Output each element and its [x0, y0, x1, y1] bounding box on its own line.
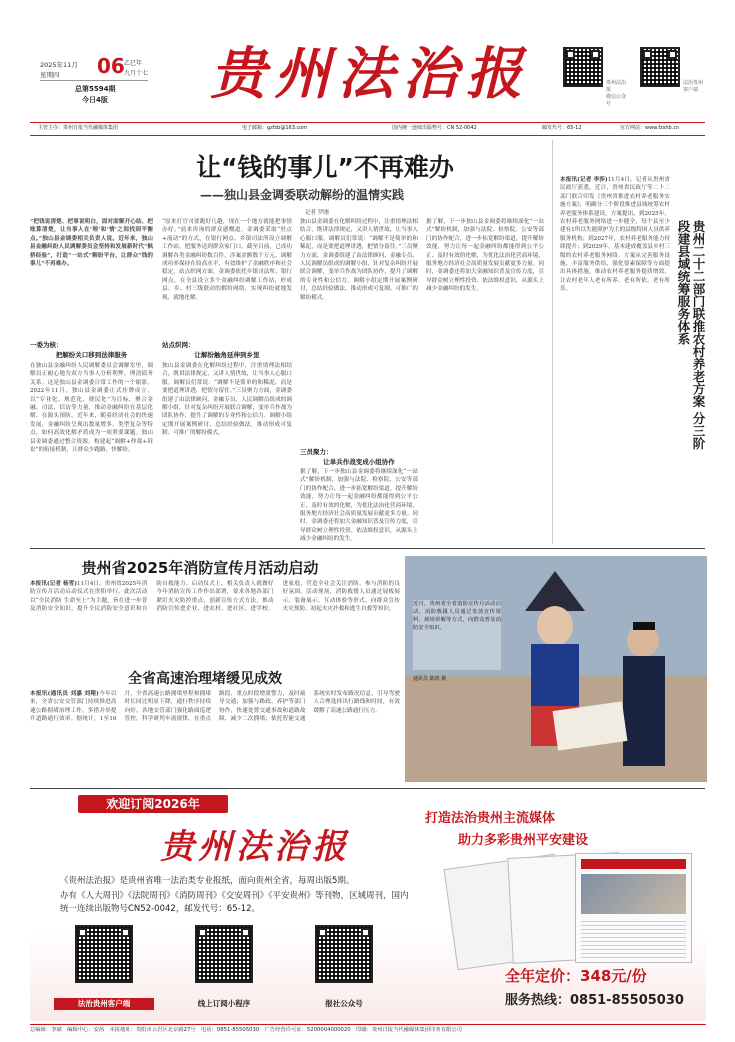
highway-headline: 全省高速治理堵缓见成效 — [128, 671, 282, 687]
masthead-qr-wechat-caption: 贵州法治报 微信公众号 — [606, 80, 627, 107]
masthead-title: 贵州法治报 — [210, 41, 530, 107]
ad-slogan-2: 助力多彩贵州平安建设 — [458, 833, 589, 848]
section-rule-1 — [30, 548, 705, 549]
lead-subhead: ——独山县金调委联动解纷的温情实践 — [200, 188, 405, 202]
masthead-qr-app-caption: 法治贵州 客户端 — [683, 80, 704, 93]
ad-qr-miniprogram — [195, 925, 253, 983]
lead-column-2b: 独山县金调委在化解纠纷过程中，注重情理法相结合，既讲法律规定，又讲人情世故，让当事人心服口服。调解员们常说：“调解不是简单的和稀泥，而是要把道理讲透，把情分留住。”三员聚力方面，金调委组建了由法律顾问、金融专员、人民调解员组成的调解小组，针对复杂纠纷开展联合调解，变单兵作战为团队协作，提升了调解的专业性和公信力。调解小组定期开展案例研讨，总结经验做法，推动形成可复制、可推广的解纷模式。 — [162, 363, 292, 437]
ad-qr-wechat — [315, 925, 373, 983]
lead-section2-title: 站点织网： — [162, 341, 195, 349]
footer — [30, 1024, 706, 1037]
lead-section3-sub: 让单兵作战变成小组协作 — [323, 458, 395, 466]
masthead-qr-wechat — [563, 47, 603, 87]
ad-qr-wechat-label: 报社公众号 — [325, 999, 363, 1008]
ad-newspaper-front-photo — [581, 874, 686, 914]
fire-byline: 本报讯(记者 杨雪) — [30, 581, 77, 587]
masthead-issue-day: 06 — [97, 54, 125, 78]
ad-newspaper-front-lines — [581, 918, 686, 958]
lead-column-3b: 据了解，下一步独山县金调委将继续深化“一站式”解纷机制，加强与法院、检察院、公安等部门的协作配合，进一步拓宽解纷渠道，提升解纷效能，努力让每一起金融纠纷都能得到公平公正、及时有效的化解，为优化法治化营商环境、服务地方经济社会高质量发展贡献更多力量。同时，金调委还将加大金融知识普及宣传力度，引导群众树立理性投资、依法维权意识，从源头上减少金融纠纷的发生。 — [300, 469, 418, 543]
fire-body-text: 11月4日，贵州省2025年消防宣传月活动启动仪式在贵阳举行。此次活动以“全民消防 生命至上”为主题，旨在进一步普及消防安全知识，提升全民消防安全意识和自防自救能力。启动仪式上，相关负责人就做好今年消防宣传工作作出部署，要求各地各部门紧盯火灾防控重点，创新宣传方式方法，推动消防宣传进企业、进农村、进社区、进学校、进家庭，营造全社会关注消防、参与消防的良好氛围。活动现场，消防救援人员通过展板展示、装备展示、互动体验等形式，向群众宣传火灾预防、初起火灾扑救和逃生自救等知识。 — [30, 581, 400, 613]
side-body — [560, 176, 670, 544]
lead-column-2: “原来打官司要跑好几趟，现在一个地方就能把事情办好。”前来咨询的群众感慨道。金调委采取“驻点+流动”的方式，在银行网点、乡镇司法所设立调解工作站，把服务送到群众家门口。截至目前，已成功调解各类金融纠纷数百件，涉案金额数千万元，调解成功率保持在较高水平，有效维护了金融秩序和社会稳定。站点织网方面，金调委依托乡镇司法所、银行网点，在全县设立多个金融纠纷调解工作站，形成县、乡、村三级联动的解纷网络，实现纠纷就地发现、就地化解。 — [162, 219, 292, 301]
masthead-divider — [40, 80, 148, 81]
info-web: 官方网站：www.fzshb.cn — [620, 125, 680, 131]
lead-section1-sub: 把解纷关口移到法律服务 — [55, 351, 128, 359]
ad-newspaper-stack — [430, 853, 700, 963]
lead-column-1: 在独山县金融纠纷人民调解委员会调解室里，调解员正耐心地为双方当事人分析利弊、理清债务关系。这是独山县金调委日常工作的一个缩影。2022年11月，独山县金调委正式挂牌成立，以“专业化、规范化、便民化”为目标，聚合金融、司法、信访等力量，推动金融纠纷在基层化解、在源头预防。近年来，随着经济社会的快速发展，金融纠纷呈现出数量增多、类型复杂等特点，如何高效化解矛盾成为一项重要课题。独山县金调委通过整合资源，构建起“调解+仲裁+诉讼”的衔接机制，让群众少跑路、快解纷。 — [30, 363, 153, 454]
fire-photo — [405, 556, 707, 782]
info-sponsor: 主管主办：贵州日报当代融媒体集团 — [38, 125, 119, 131]
fire-body — [30, 580, 400, 662]
lead-column-3: 独山县金调委在化解纠纷过程中，注重情理法相结合，既讲法律规定，又讲人情世故，让当事人心服口服。调解员们常说：“调解不是简单的和稀泥，而是要把道理讲透，把情分留住。”三员聚力方面，金调委组建了由法律顾问、金融专员、人民调解员组成的调解小组，针对复杂纠纷开展联合调解，变单兵作战为团队协作，提升了调解的专业性和公信力。调解小组定期开展案例研讨，总结经验做法，推动形成可复制、可推广的解纷模式。 — [300, 219, 418, 301]
ad-qr-miniprogram-label: 线上订阅小程序 — [197, 999, 251, 1008]
lead-byline: 记者 罗刚 — [305, 210, 329, 216]
lead-headline: 让“钱的事儿”不再难办 — [196, 153, 454, 182]
side-byline: 本报讯(记者 李莎) — [560, 177, 608, 183]
side-headline: 贵州二十二部门联推农村养老方案 分三阶段建县域统筹服务体系 — [676, 220, 706, 450]
highway-body — [30, 690, 400, 782]
ad-banner — [78, 795, 228, 813]
info-cn: 国内统一连续出版物号：CN 52-0042 — [392, 125, 477, 131]
ad-description-2: 办有《人大周刊》《法院周刊》《消防周刊》《交安周刊》《平安贵州》等刊物，区域周刊，国内统一连续出版物号CN52-0042，邮发代号：65-12。 — [60, 891, 409, 914]
masthead-lunar-year: 乙巳年 — [124, 60, 143, 67]
ad-title: 贵州法治报 — [160, 827, 350, 867]
masthead-total-issue: 总第5594期 — [75, 85, 116, 93]
ad-hotline: 服务热线：0851-85505030 — [505, 993, 684, 1008]
side-divider — [552, 140, 553, 544]
lead-section3-title: 三员聚力： — [300, 448, 333, 456]
lead-section2-sub: 让解纷触角延伸到乡里 — [194, 351, 260, 359]
highway-body-text: 今年以来，全省公安交管部门持续推进高速公路拥堵治理工作，多措并举提升道路通行效率。据统计，1至10月，全省高速公路拥堵里程和拥堵时长同比明显下降，通行秩序持续向好。各地交管部门强化路面巡逻管控，科学研判车流规律，在重点路段、重点时段增派警力，及时疏导交通；加强与路政、养护等部门协作，快速处置交通事故和道路故障，减少二次拥堵；依托智能交通系统实时发布路况信息，引导驾驶人合理选择出行路线和时间，有效缓解了高速公路通行压力。 — [30, 691, 400, 723]
section-rule-2 — [30, 788, 705, 789]
highway-byline: 本报讯(通讯员 刘嘉 刘翔) — [30, 691, 99, 697]
lead-intro: “把钱说清楚、把事说明白，面对面解开心结、把账算清楚，让当事人在‘理’和‘情’之间找到平衡点。”独山县金调委相关负责人说。近年来，独山县金融纠纷人民调解委员会坚持和发展新时代“枫桥经验”，打造“一站式”解纷平台，让群众“钱的事儿”不再难办。 — [30, 219, 153, 268]
ad-qr-app-label: 法治贵州客户端 — [54, 998, 154, 1010]
lead-section1-title: 一委为核： — [30, 341, 63, 349]
fire-photo-credit: 通讯员 陈倩 摄 — [413, 676, 447, 682]
masthead-lunar-day: 九月十七 — [124, 70, 149, 77]
masthead-pages: 今日4版 — [82, 96, 108, 104]
fire-headline: 贵州省2025年消防宣传月活动启动 — [81, 559, 319, 577]
masthead-weekday: 星期四 — [40, 71, 60, 79]
subscription-ad — [30, 793, 706, 1021]
masthead-date: 2025年11月 — [40, 61, 78, 69]
side-body-text: 11月4日，记者从贵州省民政厅获悉，近日，贵州省民政厅等二十二部门联合印发《贵州省推进农村养老服务实施方案》，明确分三个阶段推进县域统筹农村养老服务体系建设。方案提出，到2025年，农村养老服务网络进一步健全，每个县至少建有1所以失能照护为主的县级特困人员供养服务机构；到2027年，农村养老服务能力持续提升；到2029年，基本建成覆盖县乡村三级的农村养老服务网络。方案从完善服务设施、丰富服务供给、强化要素保障等方面提出具体措施，推动农村养老服务提质增效，让农村老年人老有所养、老有所依、老有所乐。 — [560, 177, 670, 293]
ad-description-1: 《贵州法治报》是贵州省唯一法治类专业报纸，面向贵州全省，每周出版5期。 — [60, 876, 355, 886]
info-email: 电子邮箱：gzfzb@163.com — [242, 125, 308, 131]
ad-banner-text: 欢迎订阅2026年 — [106, 797, 200, 811]
fire-photo-caption: 近日，贵州省全省消防宣传月活动启动，消防救援人员通过发放宣传资料、现场讲解等方式，向群众普及消防安全知识。 — [413, 600, 501, 670]
info-postal: 邮发代号：65-12 — [542, 125, 582, 131]
ad-newspaper-front-masthead — [581, 859, 686, 869]
masthead — [0, 0, 735, 132]
info-bar — [30, 122, 705, 136]
masthead-qr-app — [640, 47, 680, 87]
footer-text: 总编辑：李斌 编辑中心：安茜 本报地址：贵阳市云岩区北京路27号 电话：0851-85505030 广告经营许可证：5200004000020 印刷：贵州日报当代融媒体集团印务有限公司 — [30, 1027, 462, 1033]
ad-newspaper-front — [575, 853, 692, 963]
lead-column-4: 据了解，下一步独山县金调委将继续深化“一站式”解纷机制，加强与法院、检察院、公安等部门的协作配合，进一步拓宽解纷渠道，提升解纷效能，努力让每一起金融纠纷都能得到公平公正、及时有效的化解，为优化法治化营商环境、服务地方经济社会高质量发展贡献更多力量。同时，金调委还将加大金融知识普及宣传力度，引导群众树立理性投资、依法维权意识，从源头上减少金融纠纷的发生。 — [426, 219, 544, 293]
ad-price: 全年定价：348元/份 — [505, 967, 647, 985]
ad-qr-app — [75, 925, 133, 983]
ad-slogan-1: 打造法治贵州主流媒体 — [425, 811, 556, 826]
